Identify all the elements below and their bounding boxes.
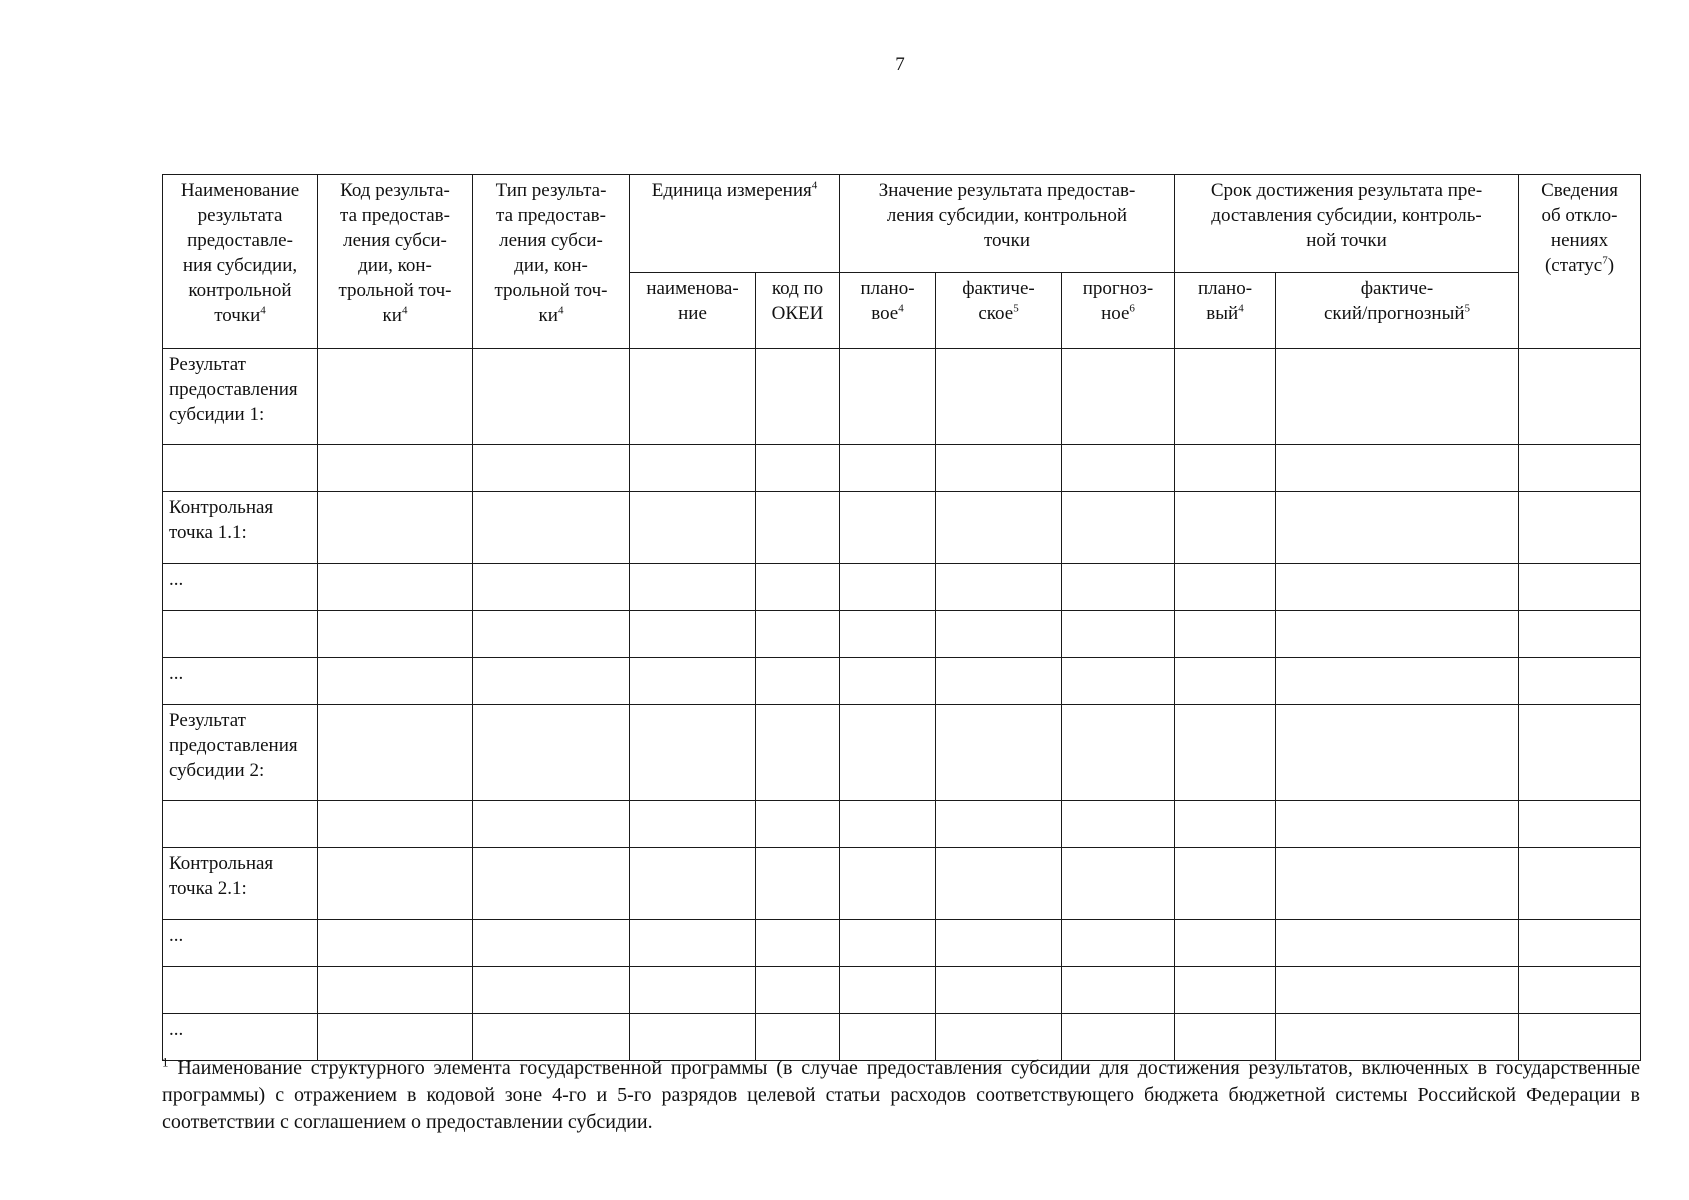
row-label: Результат предоставления субсидии 2: [163,705,318,801]
table-cell [473,848,630,920]
table-cell [1062,967,1175,1014]
table-cell [1276,848,1519,920]
table-cell [756,658,840,705]
header-name: Наименование результата предоставле- ния субсидии, контрольной точки$^4$ [163,175,318,349]
table-cell [318,848,473,920]
header-unit-name: наименова- ние [630,273,756,349]
table-cell [840,920,936,967]
table-cell [473,920,630,967]
row-label [163,801,318,848]
table-cell [473,611,630,658]
table-cell [1175,658,1276,705]
table-cell [936,1014,1062,1061]
table-cell [1175,848,1276,920]
table-cell [318,967,473,1014]
header-value-forecast: прогноз- ное$^6$ [1062,273,1175,349]
table-cell [1519,705,1641,801]
table-cell [1175,801,1276,848]
table-cell [936,705,1062,801]
table-cell [840,611,936,658]
header-value: Значение результата предостав- ления субсидии, контрольной точки [840,175,1175,273]
table-cell [630,801,756,848]
header-deadline-actual: фактиче- ский/прогнозный$^5$ [1276,273,1519,349]
table-cell [1519,564,1641,611]
table-row [163,564,1641,611]
header-deadline: Срок достижения результата пре- доставления субсидии, контроль- ной точки [1175,175,1519,273]
table-cell [1062,658,1175,705]
subsidy-results-table [162,174,1641,1061]
table-cell [1276,445,1519,492]
table-row [163,967,1641,1014]
table-cell [1062,349,1175,445]
table-cell [1519,492,1641,564]
table-cell [473,349,630,445]
table-cell [840,492,936,564]
table-cell [840,705,936,801]
table-cell [1276,349,1519,445]
table-cell [630,611,756,658]
table-cell [318,658,473,705]
table-cell [756,445,840,492]
table-row [163,1014,1641,1061]
table-cell [473,564,630,611]
page-number: 7 [895,54,905,75]
footnote-text: Наименование структурного элемента государственной программы (в случае предоставления субсидии для достижения результатов, включенных в государственные программы) с отражением в кодовой зоне 4-го и 5-го разрядов целевой статьи расходов соответствующего бюджета бюджетной системы Российской Федерации в соответствии с соглашением о предоставлении субсидии. [162,1057,1641,1133]
table-cell [756,349,840,445]
header-code: Код результа- та предостав- ления субси- дии, кон- трольной точ- $ки^4$ [318,175,473,349]
table-cell [630,1014,756,1061]
header-value-actual: фактиче- ское$^5$ [936,273,1062,349]
table-cell [1519,801,1641,848]
table-cell [1175,611,1276,658]
row-label: ... [163,658,318,705]
table-cell [1175,445,1276,492]
table-cell [1519,611,1641,658]
table-cell [1276,658,1519,705]
table-cell [936,564,1062,611]
header-deviation: Сведения об откло- нениях (статус$^7$) [1519,175,1641,349]
table-cell [1062,705,1175,801]
table-cell [473,658,630,705]
table-row [163,349,1641,445]
table-cell [473,705,630,801]
table-cell [1175,492,1276,564]
table-cell [756,492,840,564]
table-row [163,658,1641,705]
table-cell [936,492,1062,564]
table-cell [1175,920,1276,967]
table-cell [1519,349,1641,445]
table-cell [473,492,630,564]
table-cell [318,920,473,967]
table-cell [318,349,473,445]
header-deadline-planned: плано- вый$^4$ [1175,273,1276,349]
table-cell [630,445,756,492]
table-cell [1062,1014,1175,1061]
footnote-marker: 1 [162,1054,169,1070]
table-cell [318,492,473,564]
row-label: Контрольная точка 2.1: [163,848,318,920]
table-body [163,349,1641,1061]
table-cell [1062,445,1175,492]
table-cell [630,920,756,967]
table-cell [840,1014,936,1061]
table-cell [936,848,1062,920]
table-cell [756,564,840,611]
table-cell [630,564,756,611]
table-cell [1276,564,1519,611]
table-cell [473,1014,630,1061]
table-cell [1062,848,1175,920]
table-cell [756,920,840,967]
table-cell [936,801,1062,848]
table-cell [840,848,936,920]
table-cell [1276,492,1519,564]
table-cell [756,848,840,920]
table-cell [1175,967,1276,1014]
table-cell [473,967,630,1014]
row-label: ... [163,920,318,967]
table-cell [1062,492,1175,564]
table-cell [936,349,1062,445]
table-cell [1276,920,1519,967]
header-unit-code: код по ОКЕИ [756,273,840,349]
table-cell [1175,705,1276,801]
table-row [163,920,1641,967]
table-cell [840,967,936,1014]
table-cell [630,848,756,920]
table-cell [318,1014,473,1061]
table-cell [936,967,1062,1014]
table-row [163,611,1641,658]
table-cell [1175,1014,1276,1061]
table-cell [318,445,473,492]
table-cell [630,705,756,801]
table-cell [1276,801,1519,848]
table-cell [1062,920,1175,967]
row-label: ... [163,564,318,611]
table-cell [473,445,630,492]
table-cell [756,705,840,801]
header-unit: Единица измерения$^4$ [630,175,840,273]
table-cell [1519,1014,1641,1061]
table-cell [840,564,936,611]
table-cell [936,611,1062,658]
table-cell [630,658,756,705]
table-cell [1519,445,1641,492]
table-cell [318,611,473,658]
row-label: Результат предоставления субсидии 1: [163,349,318,445]
table-cell [1519,848,1641,920]
table-cell [1276,705,1519,801]
table-cell [1175,564,1276,611]
table-cell [1175,349,1276,445]
table-cell [936,445,1062,492]
table-cell [1276,1014,1519,1061]
table-cell [756,611,840,658]
table-row [163,705,1641,801]
row-label [163,611,318,658]
table-row [163,445,1641,492]
table-cell [1519,967,1641,1014]
table-cell [840,445,936,492]
header-type: Тип результа- та предостав- ления субси- дии, кон- трольной точ- $ки^4$ [473,175,630,349]
header-value-planned: плано- вое$^4$ [840,273,936,349]
table-cell [630,492,756,564]
table-cell [1519,658,1641,705]
row-label: Контрольная точка 1.1: [163,492,318,564]
table-cell [318,564,473,611]
table-cell [756,1014,840,1061]
row-label [163,967,318,1014]
table-cell [318,705,473,801]
row-label [163,445,318,492]
table-cell [630,967,756,1014]
table-cell [318,801,473,848]
table-cell [1062,611,1175,658]
table-cell [840,801,936,848]
table-row [163,492,1641,564]
table-cell [840,349,936,445]
table-cell [473,801,630,848]
table-cell [1062,801,1175,848]
table-cell [756,801,840,848]
table-cell [936,658,1062,705]
table-cell [936,920,1062,967]
table-row [163,801,1641,848]
footnote [162,1055,1640,1136]
table-cell [1062,564,1175,611]
table-cell [630,349,756,445]
table-row [163,848,1641,920]
row-label: ... [163,1014,318,1061]
table-cell [1276,611,1519,658]
table-cell [1276,967,1519,1014]
table-cell [756,967,840,1014]
table-cell [1519,920,1641,967]
table-cell [840,658,936,705]
